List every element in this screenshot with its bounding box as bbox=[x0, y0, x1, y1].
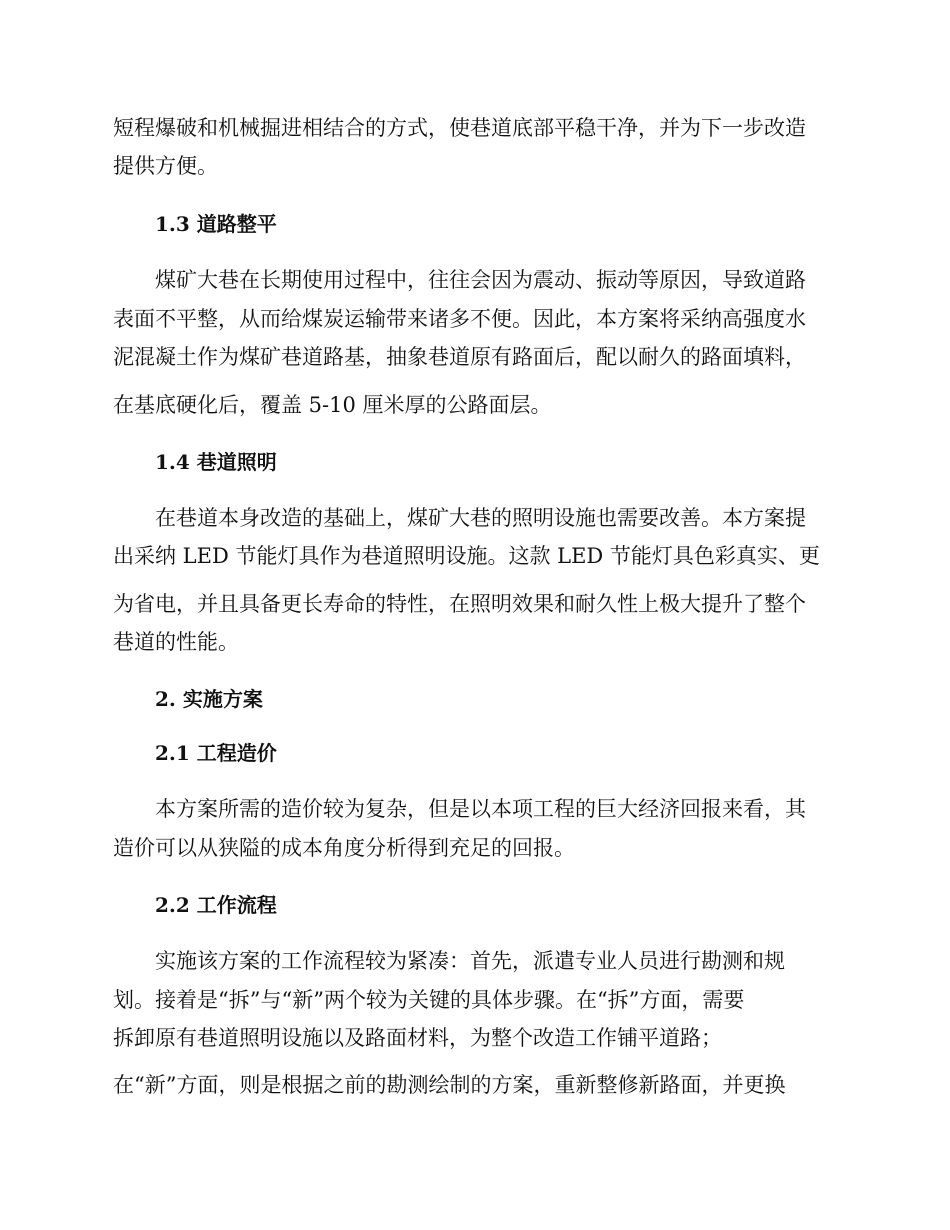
paragraph-line: 煤矿大巷在长期使用过程中，往往会因为震动、振动等原因，导致道路 bbox=[155, 268, 806, 292]
section-heading: 2.2 工作流程 bbox=[155, 893, 277, 917]
paragraph-line: 本方案所需的造价较为复杂，但是以本项工程的巨大经济回报来看，其 bbox=[155, 797, 806, 821]
paragraph-line: 在基底硬化后，覆盖 5-10 厘米厚的公路面层。 bbox=[113, 393, 552, 417]
paragraph-line: 造价可以从狭隘的成本角度分析得到充足的回报。 bbox=[113, 836, 575, 860]
paragraph-line: 为省电，并且具备更长寿命的特性，在照明效果和耐久性上极大提升了整个 bbox=[113, 592, 806, 616]
section-heading: 2. 实施方案 bbox=[155, 687, 263, 711]
paragraph-line: 泥混凝土作为煤矿巷道路基，抽象巷道原有路面后，配以耐久的路面填料， bbox=[113, 345, 806, 369]
section-heading: 1.4 巷道照明 bbox=[155, 450, 277, 474]
section-heading: 2.1 工程造价 bbox=[155, 741, 277, 765]
paragraph-line: 在巷道本身改造的基础上，煤矿大巷的照明设施也需要改善。本方案提 bbox=[155, 506, 806, 530]
paragraph-line: 在“新”方面，则是根据之前的勘测绘制的方案，重新整修新路面，并更换 bbox=[113, 1073, 786, 1097]
paragraph-line: 划。接着是“拆”与“新”两个较为关键的具体步骤。在“拆”方面，需要 bbox=[113, 988, 745, 1012]
paragraph-line: 短程爆破和机械掘进相结合的方式，使巷道底部平稳干净，并为下一步改造 bbox=[113, 116, 806, 140]
paragraph-line: 实施该方案的工作流程较为紧凑：首先，派遣专业人员进行勘测和规 bbox=[155, 949, 785, 973]
paragraph-line: 提供方便。 bbox=[113, 154, 218, 178]
paragraph-line: 拆卸原有巷道照明设施以及路面材料，为整个改造工作铺平道路； bbox=[113, 1026, 722, 1050]
paragraph-line: 表面不平整，从而给煤炭运输带来诸多不便。因此，本方案将采纳高强度水 bbox=[113, 307, 806, 331]
paragraph-line: 出采纳 LED 节能灯具作为巷道照明设施。这款 LED 节能灯具色彩真实、更 bbox=[113, 544, 820, 568]
paragraph-line: 巷道的性能。 bbox=[113, 630, 239, 654]
section-heading: 1.3 道路整平 bbox=[155, 212, 277, 236]
